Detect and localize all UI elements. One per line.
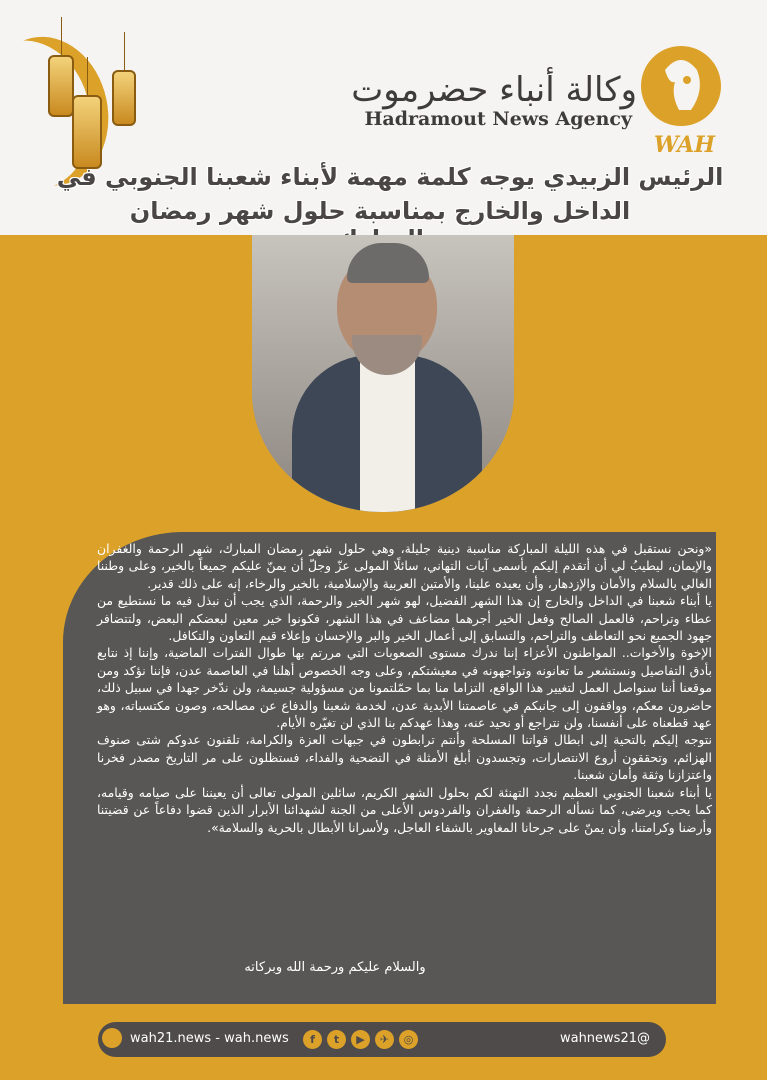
article-paragraph: يا أبناء شعبنا في الداخل والخارج إن هذا الشهر الفضيل، لهو شهر الخير والرحمة، الذي يجب أن نبذل فيه ما نستطيع من عطاء وتراحم، فالعمل الصالح وفعل الخير أجرهما مضاعف في هذا الشهر، فكونوا خير معين لبعضكم البعض، ولتتضافر جهود الجميع نحو التعاطف والتراحم، والتسابق إلى أعمال الخير والبر والإحسان وإعلاء قيم التعاون والتكافل. <box>97 593 712 644</box>
website-links[interactable]: wah21.news - wah.news <box>130 1031 289 1046</box>
social-handle[interactable]: wahnews21@ <box>559 1031 650 1046</box>
header <box>0 0 767 235</box>
instagram-icon[interactable]: ◎ <box>399 1030 418 1049</box>
article-paragraph: الإخوة والأخوات.. المواطنون الأعزاء إننا ندرك مستوى الصعوبات التي مررتم بها طوال الفترات الماضية، وإننا إذ نتابع بأدق التفاصيل ونستشعر ما تعانونه وتواجهونه في معيشتكم، وعلى وجه الخصوص أهلنا في العاصمة عدن، فإننا نؤكد ومن موقعنا أننا سنواصل العمل لتغيير هذا الواقع، التزاما منا بما حمّلتمونا من مسؤولية جسيمة، ولن ندّخر جهدا في سبيل ذلك، حاضرون معكم، وواقفون إلى جانبكم في عاصمتنا الأبدية عدن، لخدمة شعبنا والدفاع عن مصالحه، وصون مكتسباته، وهو عهد قطعناه على أنفسنا، ولن نتراجع أو نحيد عنه، وهذا عهدكم بنا الذي لن تغيّره الأيام. <box>97 645 712 731</box>
footer-bar <box>98 1022 666 1057</box>
agency-name-english: Hadramout News Agency <box>364 108 632 130</box>
ram-logo-icon <box>635 40 727 132</box>
agency-name-arabic: وكالة أنباء حضرموت <box>351 70 637 110</box>
sign-off: والسلام عليكم ورحمة الله وبركاته <box>244 960 426 975</box>
facebook-icon[interactable]: f <box>303 1030 322 1049</box>
article-body <box>97 540 712 836</box>
wah-logo-text: WAH <box>653 132 715 158</box>
lantern-icon <box>112 70 136 126</box>
globe-icon <box>102 1028 122 1048</box>
telegram-icon[interactable]: ✈ <box>375 1030 394 1049</box>
article-paragraph: «ونحن نستقبل في هذه الليلة المباركة مناسبة دينية جليلة، وهي حلول شهر رمضان المبارك، شهر الرحمة والغفران والإيمان، ليطيبُ لي أن أتقدم إليكم بأسمى آيات التهاني، سائلًا المولى عزّ وجلّ أن يمنّ عليكم جميعاً بالخير، وعلى وطننا الغالي بالسلام والأمان والإزدهار، وأن يعيده علينا، والأمتين العربية والإسلامية، بالخير والرخاء، إنه على ذلك قدير. <box>97 541 712 591</box>
youtube-icon[interactable]: ▶ <box>351 1030 370 1049</box>
article-paragraph: نتوجه إليكم بالتحية إلى ابطال قواتنا المسلحة وأنتم ترابطون في جبهات العزة والكرامة، تلقنون عدوكم شتى صنوف الهزائم، وتحققون أروع الانتصارات، وتجسدون أبلغ الأمثلة في التضحية والفداء، فستظلون على مر التاريخ مصدر فخرنا واعتزازنا وثقة وأمان شعبنا. <box>97 732 712 783</box>
portrait-photo <box>252 235 514 512</box>
headline-line-2: الداخل والخارج بمناسبة حلول شهر رمضان <box>129 197 631 225</box>
twitter-icon[interactable]: t <box>327 1030 346 1049</box>
article-paragraph: يا أبناء شعبنا الجنوبي العظيم نجدد التهنئة لكم بحلول الشهر الكريم، سائلين المولى تعالى أن يعيننا على صيامه وقيامه، كما يحب ويرضى، كما نسأله الرحمة والغفران والفردوس الأعلى من الجنة لشهدائنا الأبرار الذين قضوا دفاعاً عن قضيتنا وأرضنا وكرامتنا، وأن يمنّ على جرحانا المغاوير بالشفاء العاجل، ولأسرانا الأبطال بالحرية والسلامة». <box>97 784 712 835</box>
lantern-icon <box>48 55 74 117</box>
lantern-icon <box>72 95 102 169</box>
headline-line-1: الرئيس الزبيدي يوجه كلمة مهمة لأبناء شعبنا الجنوبي في <box>56 163 724 191</box>
